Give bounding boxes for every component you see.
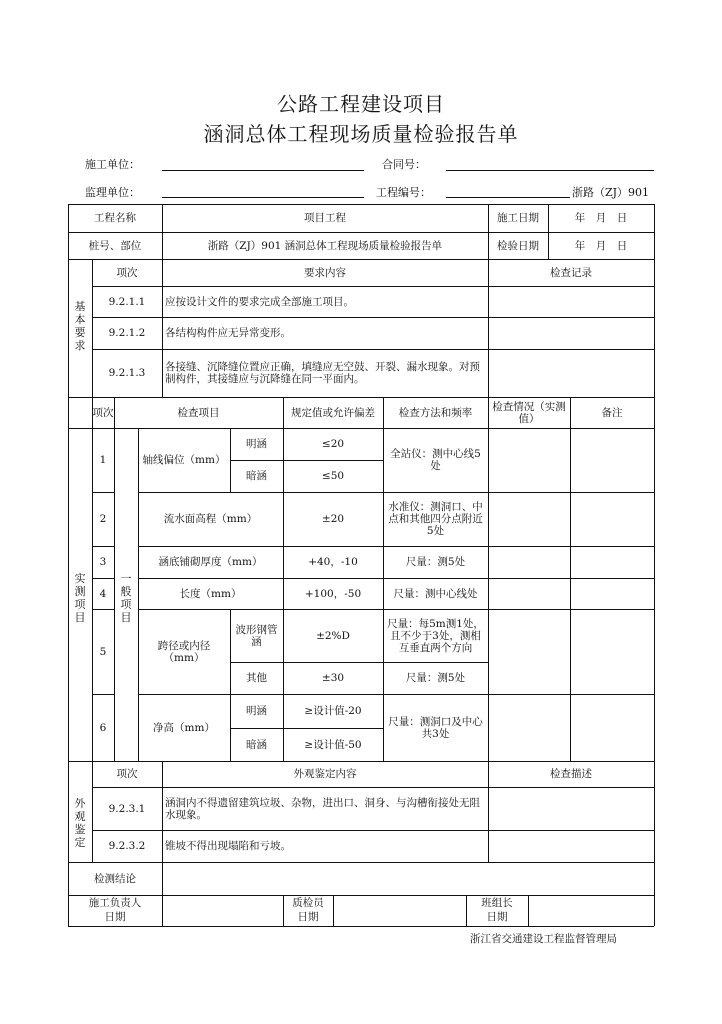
measured-side-label: 实测项目 xyxy=(74,572,86,624)
form-code: 浙路（ZJ）901 xyxy=(572,186,650,199)
measured-row-no: 3 xyxy=(99,556,107,568)
spec-value: ≤20 xyxy=(321,438,345,450)
basic-col-item: 项次 xyxy=(116,266,138,279)
check-item-name: 轴线偏位（mm） xyxy=(142,454,226,466)
team-lead-label: 班组长 xyxy=(481,897,513,909)
appearance-col-content: 外观鉴定内容 xyxy=(293,768,357,780)
contractor-label: 施工单位： xyxy=(85,158,140,171)
conclusion-label: 检测结论 xyxy=(94,872,136,885)
measured-col-result: 检查情况（实测值） xyxy=(492,400,566,425)
measured-col-spec: 规定值或允许偏差 xyxy=(291,406,375,419)
measured-col-note: 备注 xyxy=(601,406,623,419)
check-sub-item: 暗涵 xyxy=(246,470,267,482)
check-item-name: 跨径或内径（mm） xyxy=(157,639,211,664)
station-label: 桩号、部位 xyxy=(88,239,142,252)
footer-authority: 浙江省交通建设工程监督管理局 xyxy=(470,933,617,945)
measured-row-no: 6 xyxy=(99,721,107,734)
contractor-field[interactable] xyxy=(162,170,364,171)
appearance-row-no: 9.2.3.2 xyxy=(108,840,146,852)
check-method: 尺量：测中心线处 xyxy=(393,587,478,600)
check-sub-item: 暗涵 xyxy=(246,738,267,751)
check-method: 尺量：测5处 xyxy=(405,556,466,568)
inspector-label: 质检员 xyxy=(292,897,324,909)
inspector-date-label: 日期 xyxy=(297,911,319,923)
check-sub-item: 明涵 xyxy=(246,438,267,450)
team-lead-date-label: 日期 xyxy=(486,911,508,923)
check-sub-item: 明涵 xyxy=(246,705,267,717)
project-name-label: 工程名称 xyxy=(94,212,136,224)
title-line1: 公路工程建设项目 xyxy=(277,92,445,116)
check-item-name: 涵底铺砌厚度（mm） xyxy=(158,556,263,568)
check-item-name: 流水面高程（mm） xyxy=(163,513,258,525)
construction-date-label: 施工日期 xyxy=(497,212,539,224)
spec-value: ≥设计值-50 xyxy=(304,738,362,751)
spec-value: ±2%D xyxy=(316,629,350,642)
basic-col-content: 要求内容 xyxy=(304,266,346,279)
appearance-col-desc: 检查描述 xyxy=(550,768,592,780)
measured-row-no: 1 xyxy=(99,454,107,466)
spec-value: ≥设计值-20 xyxy=(304,705,362,717)
appearance-row-text: 涵洞内不得遗留建筑垃圾、杂物，进出口、洞身、与沟槽衔接处无阻水现象。 xyxy=(165,796,480,821)
inspection-date-label: 检验日期 xyxy=(497,239,539,252)
construction-lead-label: 施工负责人 xyxy=(88,897,142,909)
title-line2: 涵洞总体工程现场质量检验报告单 xyxy=(203,122,519,146)
measured-row-no: 5 xyxy=(99,645,107,658)
basic-row-text: 各结构构件应无异常变形。 xyxy=(165,327,291,339)
check-sub-item: 波形钢管涵 xyxy=(235,623,278,648)
inspection-date-value[interactable]: 年 月 日 xyxy=(574,239,628,252)
check-item-name: 长度（mm） xyxy=(179,587,242,600)
construction-date-value[interactable]: 年 月 日 xyxy=(574,212,628,224)
spec-value: ≤50 xyxy=(321,470,345,482)
basic-row-no: 9.2.1.1 xyxy=(108,295,146,308)
basic-row-no: 9.2.1.2 xyxy=(108,327,146,339)
measured-row-no: 4 xyxy=(99,587,107,600)
basic-row-text: 应按设计文件的要求完成全部施工项目。 xyxy=(165,295,354,308)
supervisor-label: 监理单位： xyxy=(85,186,140,199)
general-items-label: 一般项目 xyxy=(120,572,132,624)
check-sub-item: 其他 xyxy=(246,672,267,684)
appearance-row-no: 9.2.3.1 xyxy=(108,802,146,815)
appearance-col-item: 项次 xyxy=(116,768,138,780)
basic-row-no: 9.2.1.3 xyxy=(108,367,146,379)
measured-col-item: 项次 xyxy=(92,406,114,419)
check-method: 水准仪：测洞口、中点和其他四分点附近5处 xyxy=(388,501,483,537)
measured-col-method: 检查方法和频率 xyxy=(398,406,473,419)
spec-value: ±30 xyxy=(321,672,345,684)
supervisor-field[interactable] xyxy=(162,197,364,198)
check-method: 尺量：测洞口及中心共3处 xyxy=(388,715,483,740)
spec-value: +40，-10 xyxy=(308,556,358,568)
check-method: 全站仪：测中心线5处 xyxy=(390,448,481,472)
basic-row-text: 各接缝、沉降缝位置应正确，填缝应无空鼓、开裂、漏水现象。对预制构件，其接缝应与沉降缝在同一平面内。 xyxy=(165,361,480,385)
project-no-field[interactable] xyxy=(446,197,570,198)
check-method: 尺量：每5m测1处，且不少于3处，测相互垂直两个方向 xyxy=(387,617,484,654)
appearance-side-label: 外观鉴定 xyxy=(74,797,86,849)
appearance-row-text: 锥坡不得出现塌陷和亏坡。 xyxy=(165,840,291,852)
measured-col-check: 检查项目 xyxy=(177,406,220,419)
project-no-label: 工程编号： xyxy=(376,186,431,199)
basic-col-record: 检查记录 xyxy=(550,266,592,279)
conclusion-field[interactable] xyxy=(162,862,654,895)
station-value[interactable]: 浙路（ZJ）901 涵洞总体工程现场质量检验报告单 xyxy=(207,239,443,252)
spec-value: +100，-50 xyxy=(304,587,362,600)
check-method: 尺量：测5处 xyxy=(405,672,466,684)
spec-value: ±20 xyxy=(321,513,345,525)
check-item-name: 净高（mm） xyxy=(153,721,215,734)
contract-label: 合同号： xyxy=(382,158,426,171)
basic-side-label: 基本要求 xyxy=(74,300,86,352)
contract-field[interactable] xyxy=(446,170,654,171)
project-name-value[interactable]: 项目工程 xyxy=(304,212,346,224)
measured-row-no: 2 xyxy=(99,513,107,525)
construction-lead-date-label: 日期 xyxy=(104,911,126,923)
